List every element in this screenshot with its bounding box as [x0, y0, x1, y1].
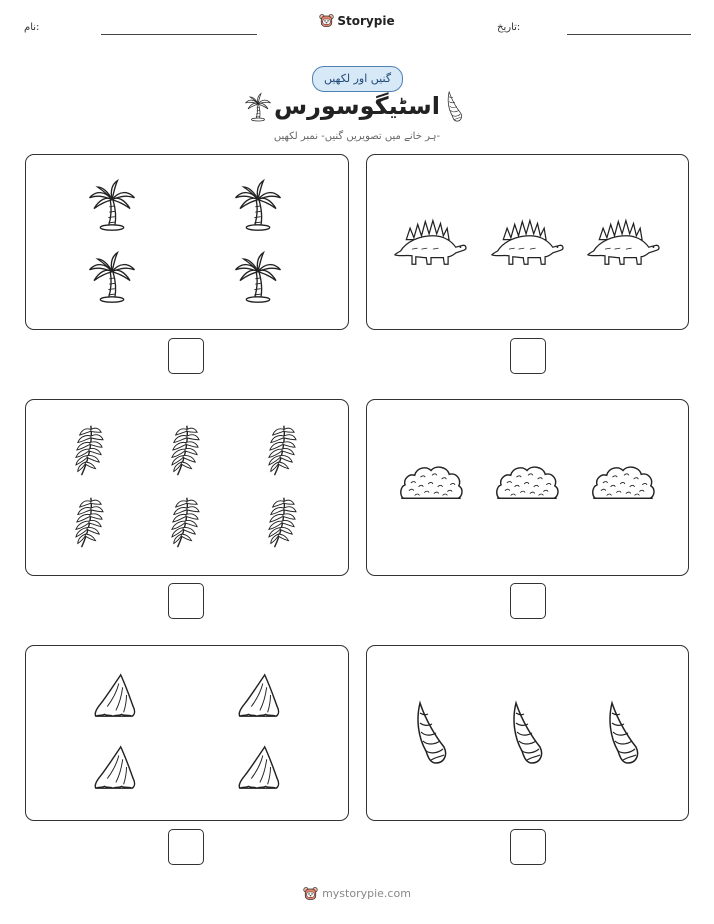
footer — [0, 886, 714, 904]
answer-box-bushes[interactable] — [510, 583, 546, 619]
palm-tree-icon — [85, 178, 139, 232]
brand-name: Storypie — [337, 13, 395, 28]
stegosaurus-icon — [586, 213, 662, 270]
fern-leaf-icon — [69, 422, 109, 478]
panel-stegosaurus — [366, 154, 689, 330]
palm-tree-icon — [85, 250, 139, 304]
palm-tree-icon — [231, 250, 285, 304]
dorsal-plate-icon — [234, 744, 282, 792]
fern-leaf-icon — [69, 494, 109, 550]
palm-tree-icon — [231, 178, 285, 232]
fern-leaf-icon — [165, 494, 205, 550]
panel-bushes — [366, 399, 689, 576]
answer-box-horns[interactable] — [510, 829, 546, 865]
stegosaurus-icon — [393, 213, 469, 270]
storypie-bear-logo-icon — [319, 13, 334, 28]
name-label: نام: — [24, 22, 40, 33]
dorsal-plate-icon — [234, 672, 282, 720]
panel-fern-leaves — [25, 399, 349, 576]
instructions: ہر خانے میں تصویریں گنیں- نمبر لکھیں- — [273, 131, 441, 142]
answer-box-stegosaurus[interactable] — [510, 338, 546, 374]
date-line[interactable] — [567, 34, 691, 35]
bush-icon — [589, 458, 657, 506]
fern-leaf-icon — [262, 422, 302, 478]
panel-horns — [366, 645, 689, 821]
bush-icon — [397, 458, 465, 506]
answer-box-palm-trees[interactable] — [168, 338, 204, 374]
bush-icon — [493, 458, 561, 506]
answer-box-dorsal-plates[interactable] — [168, 829, 204, 865]
fern-leaf-icon — [165, 422, 205, 478]
footer-url[interactable]: mystorypie.com — [322, 887, 411, 900]
horn-icon — [444, 90, 464, 124]
panel-dorsal-plates — [25, 645, 349, 821]
fern-leaf-icon — [262, 494, 302, 550]
dorsal-plate-icon — [90, 672, 138, 720]
task-badge: گنیں اور لکھیں — [312, 66, 403, 92]
date-label: تاریخ: — [497, 22, 521, 33]
dorsal-plate-icon — [90, 744, 138, 792]
answer-box-fern-leaves[interactable] — [168, 583, 204, 619]
panel-palm-trees — [25, 154, 349, 330]
name-line[interactable] — [101, 34, 257, 35]
horn-icon — [506, 699, 546, 769]
horn-icon — [602, 699, 642, 769]
worksheet-title: اسٹیگوسورس — [273, 92, 440, 120]
brand-header — [0, 13, 714, 32]
storypie-bear-logo-icon — [303, 886, 318, 901]
stegosaurus-icon — [490, 213, 566, 270]
horn-icon — [410, 699, 450, 769]
